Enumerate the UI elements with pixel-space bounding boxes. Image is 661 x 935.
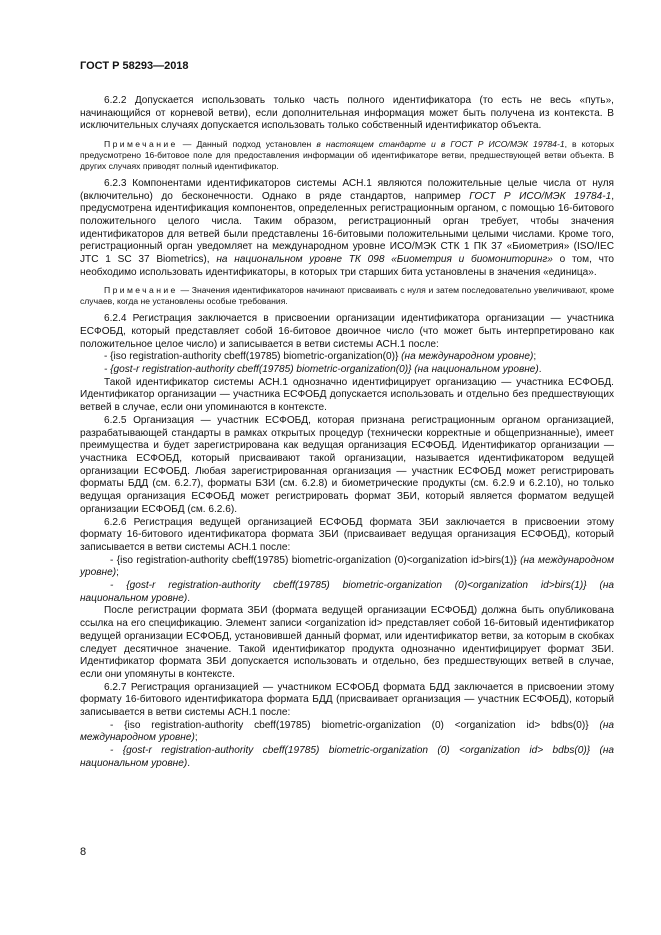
paragraph [80, 517, 614, 555]
text-run: - {iso registration-authority cbeff(19785) biometric-organization (0) <organization id> bdbs(0)} [110, 719, 600, 731]
paragraph [80, 377, 614, 415]
paragraph [80, 364, 614, 377]
paragraph [80, 745, 614, 770]
text-run: ; [194, 732, 198, 744]
text-run: 6.2.3 Компонентами идентификаторов системы АСН.1 являются положительные целые числа от нуля (включительно) до бесконечности. Однако в ряде стандартов, например [80, 177, 614, 202]
paragraph [80, 605, 614, 681]
text-run: , предусмотрена идентификация компонентов, определенных регистрационным органом, с помощью 16-битового положительного целого числа. Таким образом, регистрационный орган требует, чтобы значения идентификаторов для ветвей были представлены 16-битовыми положительными целыми числами. Кроме того, регистрационный орган уведомляет на международном уровне ИСО/МЭК СТК 1 ПК 37 «Биометрия» (ISO/IEC JTC 1 SC 37 Biometrics), [80, 190, 614, 266]
text-run: - {iso registration-authority cbeff(19785) biometric-organization (0)<organization id>birs(1)} [110, 554, 521, 566]
paragraph [80, 415, 614, 517]
paragraph [80, 720, 614, 745]
paragraph [80, 285, 614, 307]
paragraph [80, 351, 614, 364]
text-run: 6.2.5 Организация — участник ЕСФОБД, которая признана регистрационным органом организацией, разрабатывающей стандарты в рамках открытых процедур (технически корректные и общепризнанные), имеет преимущества и будет зарегистрирована как ведущая организация ЕСФОБД. Идентификатор организации — участника ЕСФОБД, который присваивают такой организации, называется идентификатором ведущей организации ЕСФОБД. Любая зарегистрированная организация — участник ЕСФОБД может регистрировать форматы БДД (см. 6.2.7), форматы БЗИ (см. 6.2.8) и биометрические продукты (см. 6.2.9 и 6.2.10), но только ведущая организация ЕСФОБД может регистрировать формат ЗБИ, который является форматом ведущей организации ЕСФОБД (см. 6.2.6). [80, 414, 614, 515]
paragraph [80, 178, 614, 280]
text-run: . [538, 364, 542, 376]
text-run: ; [533, 351, 537, 363]
text-run: . [187, 757, 190, 769]
italic-text: (на международном уровне) [80, 554, 615, 579]
italic-text: на национальном уровне ТК 098 «Биометрия и биомониторинг» [216, 254, 553, 266]
paragraph [80, 682, 614, 720]
paragraph [80, 580, 614, 605]
paragraph [80, 139, 614, 172]
paragraph [80, 555, 614, 580]
note-label: Примечание [104, 285, 178, 296]
document-header: ГОСТ Р 58293—2018 [80, 60, 189, 72]
italic-text: в настоящем стандарте и в ГОСТ Р ИСО/МЭК 19784-1 [316, 139, 565, 150]
text-run: , в которых предусмотрено 16-битовое поле для предоставления информации об идентификаторе ветви, предшествующей ветви объекта. В других случаях приводят полный идентификатор. [80, 139, 614, 171]
note-label: Примечание [104, 139, 178, 150]
text-run: 6.2.2 Допускается использовать только часть полного идентификатора (то есть не весь «путь», начинающийся от корневой ветви), если дополнительная информация может быть получена из контекста. В исключительных случаях допускается использовать только собственный идентификатор объекта. [80, 95, 614, 132]
italic-text: - {gost-r registration-authority cbeff(19785) biometric-organization (0) <organization id> bdbs(0)} (на национальном уровне) [80, 745, 614, 769]
text-run: 6.2.6 Регистрация ведущей организацией ЕСФОБД формата ЗБИ заключается в присвоении этому формату 16-битового идентификатора формата ЗБИ (присваивает ведущая организация ЕСФОБД), который записывается в ветви системы АСН.1 после: [80, 516, 614, 553]
document-body [80, 95, 614, 771]
paragraph [80, 313, 614, 351]
page-number: 8 [80, 846, 87, 858]
text-run: . [187, 592, 190, 604]
italic-text: (на международном уровне) [401, 351, 534, 363]
text-run: После регистрации формата ЗБИ (формата ведущей организации ЕСФОБД) должна быть опубликована ссылка на его спецификацию. Элемент записи <organization id> представляет собой 16-битовый идентификатор ведущей организации ЕСФОБД, установившей данный формат, или идентификатор ветви, за которым в скобках следует десятичное значение. Такой идентификатор продукта однозначно идентифицирует формат ЗБИ. Идентификатор формата ЗБИ допускается использовать и отдельно, без предшествующих ветвей в случае, если они упомянуты в контексте. [80, 605, 614, 680]
text-run: 6.2.7 Регистрация организацией — участником ЕСФОБД формата БДД заключается в присвоении этому формату 16-битового идентификатора формата БДД (присваивает организация — участник ЕСФОБД), который записывается в ветви системы АСН.1 после: [80, 681, 614, 719]
italic-text: (на международном уровне) [80, 719, 614, 744]
text-run: — Данный подход установлен [177, 139, 317, 150]
text-run: Такой идентификатор системы АСН.1 однозначно идентифицирует организацию — участника ЕСФОБД. Идентификатор организации — участника ЕСФОБД допускается использовать и отдельно без предшествующих ветвей в случае, если они упоминаются в контексте. [80, 376, 614, 414]
text-run: - {iso registration-authority cbeff(19785) biometric-organization(0)} [104, 351, 402, 363]
paragraph [80, 95, 614, 133]
italic-text: ГОСТ Р ИСО/МЭК 19784-1 [469, 190, 612, 202]
text-run: 6.2.4 Регистрация заключается в присвоении организации идентификатора организации — участника ЕСФОБД, который представляет собой 16-битовое двоичное число (что может быть интерпретировано как положительное целое число) и записывается в ветви системы АСН.1 после: [80, 313, 614, 350]
text-run: — Значения идентификаторов начинают присваивать с нуля и затем последовательно увеличивают, кроме случаев, когда не установлены особые требования. [80, 285, 614, 307]
italic-text: - {gost-r registration-authority cbeff(19785) biometric-organization (0)<organization id>birs(1)} (на национальном уровне) [80, 580, 614, 604]
italic-text: - {gost-r registration-authority cbeff(19785) biometric-organization(0)} (на национальном уровне) [104, 364, 539, 376]
text-run: ; [116, 567, 119, 579]
text-run: о том, что необходимо использовать идентификаторы, в которых три старших бита установлены в значения «единица». [80, 254, 615, 278]
